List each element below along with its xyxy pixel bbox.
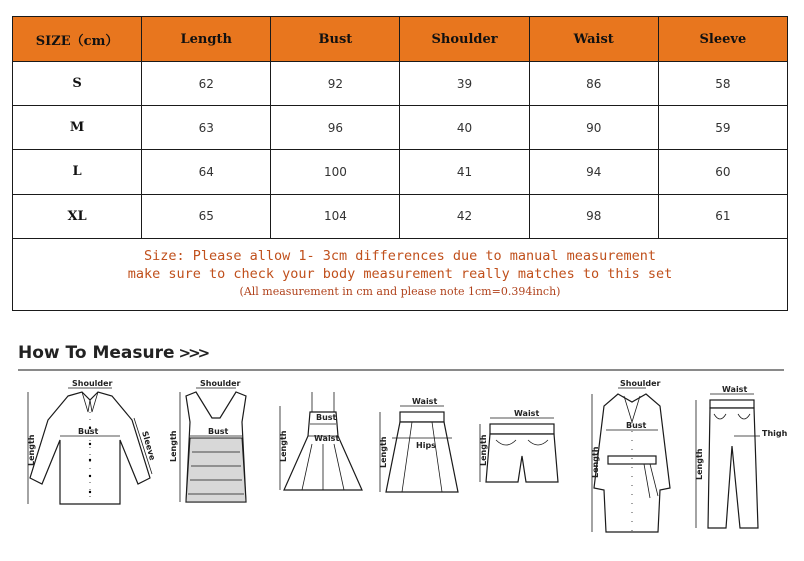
header-length: Length — [142, 17, 271, 62]
how-to-measure-title: How To Measure — [18, 343, 175, 363]
coat-length-label: Length — [591, 446, 600, 478]
dress-diagram — [272, 386, 368, 504]
waist-value: 90 — [529, 106, 658, 150]
dress-waist-label: Waist — [314, 434, 340, 443]
pants-diagram — [688, 384, 788, 534]
dress-bust-label: Bust — [316, 413, 337, 422]
header-sleeve: Sleeve — [658, 17, 787, 62]
table-row — [13, 150, 788, 194]
length-value: 63 — [142, 106, 271, 150]
note-row — [13, 238, 788, 310]
sleeve-value: 61 — [658, 194, 787, 238]
vest-diagram — [166, 378, 266, 510]
shorts-diagram — [472, 410, 572, 490]
length-value: 65 — [142, 194, 271, 238]
pants-waist-label: Waist — [722, 385, 748, 394]
dress-length-label: Length — [279, 430, 288, 462]
measurement-note — [13, 238, 788, 310]
vest-length-label: Length — [169, 430, 178, 462]
note-line-3: (All measurement in cm and please note 1cm=0.394inch) — [239, 285, 561, 299]
bust-value: 100 — [271, 150, 400, 194]
size-label: XL — [13, 194, 142, 238]
shirt-bust-label: Bust — [78, 427, 99, 436]
shorts-waist-label: Waist — [514, 409, 540, 418]
skirt-diagram — [372, 398, 468, 500]
table-row — [13, 106, 788, 150]
length-value: 64 — [142, 150, 271, 194]
shoulder-value: 39 — [400, 62, 529, 106]
shorts-length-label: Length — [479, 434, 488, 466]
bust-value: 96 — [271, 106, 400, 150]
shirt-sleeve-label: Sleeve — [140, 430, 157, 462]
waist-value: 94 — [529, 150, 658, 194]
pants-icon — [696, 394, 760, 528]
shirt-shoulder-label: Shoulder — [72, 379, 113, 388]
coat-diagram — [584, 378, 680, 538]
pants-thigh-label: Thigh — [762, 429, 788, 438]
arrows-glyph: >>> — [178, 344, 208, 362]
shirt-length-label: Length — [27, 434, 36, 466]
shoulder-value: 42 — [400, 194, 529, 238]
shorts-icon — [480, 418, 558, 482]
skirt-length-label: Length — [379, 436, 388, 468]
vest-icon — [180, 388, 246, 502]
bust-value: 104 — [271, 194, 400, 238]
sleeve-value: 59 — [658, 106, 787, 150]
size-label: L — [13, 150, 142, 194]
header-bust: Bust — [271, 17, 400, 62]
skirt-hips-label: Hips — [416, 441, 436, 450]
shoulder-value: 41 — [400, 150, 529, 194]
pants-length-label: Length — [695, 448, 704, 480]
sleeve-value: 58 — [658, 62, 787, 106]
waist-value: 98 — [529, 194, 658, 238]
header-size: SIZE（cm） — [13, 17, 142, 62]
how-to-measure-heading — [18, 338, 207, 368]
shirt-icon — [28, 388, 152, 504]
sleeve-value: 60 — [658, 150, 787, 194]
length-value: 62 — [142, 62, 271, 106]
coat-shoulder-label: Shoulder — [620, 379, 661, 388]
coat-icon — [592, 388, 670, 532]
size-label: M — [13, 106, 142, 150]
note-line-2: make sure to check your body measurement really matches to this set — [127, 266, 673, 283]
table-row — [13, 62, 788, 106]
bust-value: 92 — [271, 62, 400, 106]
header-shoulder: Shoulder — [400, 17, 529, 62]
size-label: S — [13, 62, 142, 106]
shirt-diagram — [20, 378, 160, 510]
coat-bust-label: Bust — [626, 421, 647, 430]
section-divider — [18, 369, 784, 371]
note-line-1: Size: Please allow 1- 3cm differences due to manual measurement — [143, 248, 657, 265]
vest-bust-label: Bust — [208, 427, 229, 436]
waist-value: 86 — [529, 62, 658, 106]
size-chart-table — [12, 16, 788, 311]
shoulder-value: 40 — [400, 106, 529, 150]
header-row — [13, 17, 788, 62]
vest-shoulder-label: Shoulder — [200, 379, 241, 388]
skirt-waist-label: Waist — [412, 397, 438, 406]
table-row — [13, 194, 788, 238]
header-waist: Waist — [529, 17, 658, 62]
